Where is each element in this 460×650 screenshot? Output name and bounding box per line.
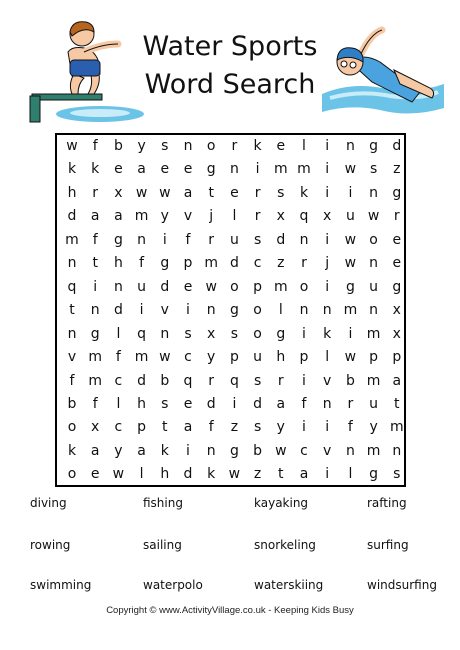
grid-letter: l bbox=[302, 138, 306, 154]
grid-letter: n bbox=[345, 138, 355, 154]
grid-row bbox=[57, 346, 404, 370]
grid-letter: j bbox=[209, 208, 214, 225]
grid-letter: u bbox=[369, 278, 379, 295]
word-item: swimming bbox=[30, 578, 92, 592]
copyright-footer: Copyright © www.ActivityVillage.co.uk - Keeping Kids Busy bbox=[106, 605, 354, 616]
grid-row bbox=[57, 416, 404, 440]
grid-letter: a bbox=[90, 208, 100, 225]
word-item: surfing bbox=[367, 538, 409, 552]
grid-letter: m bbox=[88, 349, 102, 366]
grid-letter: g bbox=[369, 466, 379, 483]
grid-letter: g bbox=[229, 302, 239, 319]
grid-letter: i bbox=[255, 161, 260, 178]
grid-letter: n bbox=[299, 231, 309, 248]
grid-letter: s bbox=[277, 184, 285, 201]
grid-letter: o bbox=[369, 231, 378, 248]
word-item: waterskiing bbox=[254, 578, 324, 592]
grid-letter: k bbox=[299, 184, 309, 201]
grid-letter: u bbox=[253, 349, 263, 366]
grid-letter: z bbox=[253, 466, 262, 483]
grid-letter: d bbox=[137, 372, 147, 389]
grid-letter: c bbox=[184, 349, 192, 366]
grid-letter: i bbox=[93, 278, 98, 295]
grid-letter: l bbox=[116, 395, 121, 412]
grid-letter: e bbox=[183, 278, 193, 295]
grid-letter: w bbox=[159, 349, 171, 366]
grid-letter: n bbox=[160, 325, 170, 342]
grid-letter: f bbox=[92, 138, 98, 154]
grid-letter: s bbox=[230, 325, 239, 342]
word-item: waterpolo bbox=[143, 578, 203, 592]
grid-letter: k bbox=[323, 325, 332, 342]
title-line-1: Water Sports bbox=[142, 31, 318, 62]
grid-letter: n bbox=[345, 442, 355, 459]
grid-letter: s bbox=[253, 419, 262, 436]
grid-letter: y bbox=[137, 138, 146, 154]
grid-letter: n bbox=[113, 278, 123, 295]
grid-letter: g bbox=[206, 161, 216, 178]
grid-letter: w bbox=[344, 161, 357, 178]
grid-letter: i bbox=[186, 302, 190, 319]
grid-letter: y bbox=[114, 442, 123, 459]
grid-letter: s bbox=[253, 231, 262, 248]
grid-letter: l bbox=[232, 208, 237, 225]
grid-letter: z bbox=[393, 161, 401, 178]
grid-letter: w bbox=[159, 184, 171, 201]
grid-letter: g bbox=[90, 325, 100, 342]
grid-letter: n bbox=[90, 302, 100, 319]
grid-row bbox=[57, 463, 404, 487]
grid-letter: g bbox=[113, 231, 123, 248]
grid-letter: e bbox=[392, 231, 402, 248]
grid-letter: f bbox=[115, 349, 121, 366]
grid-letter: i bbox=[348, 184, 353, 201]
grid-letter: g bbox=[276, 325, 286, 342]
grid-letter: e bbox=[160, 161, 170, 178]
grid-letter: a bbox=[183, 419, 193, 436]
grid-letter: e bbox=[276, 138, 286, 154]
grid-letter: v bbox=[323, 372, 332, 389]
grid-letter: f bbox=[92, 231, 98, 248]
grid-letter: n bbox=[322, 395, 332, 412]
grid-letter: l bbox=[325, 349, 330, 366]
grid-letter: n bbox=[206, 302, 216, 319]
grid-letter: t bbox=[92, 255, 98, 272]
grid-letter: e bbox=[183, 395, 193, 412]
grid-letter: w bbox=[66, 138, 78, 154]
word-item: rafting bbox=[367, 496, 407, 510]
grid-letter: g bbox=[392, 184, 402, 201]
grid-letter: m bbox=[65, 231, 79, 248]
grid-letter: t bbox=[69, 302, 75, 319]
grid-letter: a bbox=[137, 161, 146, 178]
grid-letter: m bbox=[343, 302, 358, 319]
grid-letter: k bbox=[207, 466, 216, 483]
grid-letter: d bbox=[253, 395, 263, 412]
grid-letter: w bbox=[344, 231, 357, 248]
grid-letter: n bbox=[369, 302, 379, 319]
grid-letter: d bbox=[113, 302, 123, 319]
grid-letter: g bbox=[160, 255, 170, 272]
grid-letter: g bbox=[392, 278, 402, 295]
grid-letter: i bbox=[325, 278, 330, 295]
grid-letter: c bbox=[300, 442, 308, 459]
grid-letter: w bbox=[367, 208, 380, 225]
grid-letter: f bbox=[185, 231, 191, 248]
grid-letter: a bbox=[392, 372, 402, 389]
grid-letter: u bbox=[229, 231, 239, 248]
grid-letter: o bbox=[67, 466, 77, 483]
grid-letter: c bbox=[114, 419, 123, 436]
grid-letter: i bbox=[325, 231, 330, 248]
grid-letter: a bbox=[137, 442, 146, 459]
grid-letter: z bbox=[230, 419, 239, 436]
grid-letter: n bbox=[369, 184, 379, 201]
grid-letter: f bbox=[301, 395, 307, 412]
grid-letter: s bbox=[161, 395, 169, 412]
grid-letter: z bbox=[277, 255, 285, 272]
grid-letter: r bbox=[231, 138, 238, 154]
grid-letter: a bbox=[299, 466, 309, 483]
grid-letter: w bbox=[344, 349, 357, 366]
grid-letter: m bbox=[366, 325, 381, 342]
grid-letter: t bbox=[208, 184, 214, 201]
grid-row bbox=[57, 440, 404, 464]
grid-letter: s bbox=[161, 138, 169, 154]
grid-letter: n bbox=[299, 302, 309, 319]
grid-letter: i bbox=[162, 231, 167, 248]
grid-row bbox=[57, 370, 404, 394]
grid-letter: f bbox=[208, 419, 214, 436]
grid-letter: b bbox=[113, 138, 123, 154]
grid-letter: k bbox=[160, 442, 169, 459]
grid-letter: m bbox=[273, 161, 288, 178]
grid-letter: i bbox=[325, 161, 330, 178]
grid-letter: r bbox=[208, 231, 215, 248]
grid-row bbox=[57, 252, 404, 276]
grid-row bbox=[57, 229, 404, 253]
grid-letter: o bbox=[253, 302, 262, 319]
grid-letter: u bbox=[137, 278, 147, 295]
grid-letter: h bbox=[113, 255, 123, 272]
grid-letter: i bbox=[325, 184, 330, 201]
grid-letter: t bbox=[394, 395, 400, 412]
grid-letter: c bbox=[114, 372, 123, 389]
grid-letter: e bbox=[230, 184, 239, 201]
grid-letter: d bbox=[160, 278, 170, 295]
word-item: sailing bbox=[143, 538, 182, 552]
grid-letter: o bbox=[230, 278, 239, 295]
grid-letter: e bbox=[114, 161, 123, 178]
grid-letter: f bbox=[69, 372, 75, 389]
grid-letter: r bbox=[208, 372, 215, 389]
grid-letter: w bbox=[112, 466, 125, 483]
grid-letter: l bbox=[116, 325, 121, 342]
grid-letter: k bbox=[91, 161, 100, 178]
grid-letter: y bbox=[369, 419, 378, 436]
grid-letter: k bbox=[67, 442, 77, 459]
grid-letter: m bbox=[366, 442, 381, 459]
grid-letter: i bbox=[302, 325, 306, 342]
grid-letter: p bbox=[392, 349, 402, 366]
grid-row bbox=[57, 393, 404, 417]
grid-letter: l bbox=[348, 466, 353, 483]
grid-letter: h bbox=[67, 184, 77, 201]
grid-row bbox=[57, 323, 404, 347]
grid-letter: d bbox=[229, 255, 239, 272]
grid-letter: p bbox=[299, 349, 309, 366]
grid-letter: p bbox=[229, 349, 239, 366]
word-item: kayaking bbox=[254, 496, 309, 510]
swimmer-illustration bbox=[320, 22, 446, 122]
grid-letter: m bbox=[297, 161, 311, 178]
grid-letter: a bbox=[183, 184, 193, 201]
grid-letter: i bbox=[302, 372, 306, 389]
grid-letter: w bbox=[275, 442, 287, 459]
grid-letter: u bbox=[345, 208, 355, 225]
grid-letter: q bbox=[299, 208, 309, 225]
grid-letter: d bbox=[206, 395, 216, 412]
grid-row bbox=[57, 276, 404, 300]
grid-letter: b bbox=[160, 372, 170, 389]
grid-letter: w bbox=[135, 184, 148, 201]
grid-letter: d bbox=[183, 466, 193, 483]
grid-letter: u bbox=[369, 395, 379, 412]
grid-letter: m bbox=[389, 419, 404, 436]
grid-letter: a bbox=[90, 442, 100, 459]
grid-letter: q bbox=[229, 372, 239, 389]
grid-letter: w bbox=[205, 278, 217, 295]
grid-letter: a bbox=[114, 208, 123, 225]
grid-letter: g bbox=[345, 278, 355, 295]
grid-letter: i bbox=[302, 419, 306, 436]
grid-letter: x bbox=[114, 184, 123, 201]
word-item: fishing bbox=[143, 496, 183, 510]
grid-letter: o bbox=[253, 325, 262, 342]
grid-letter: f bbox=[92, 395, 98, 412]
grid-letter: m bbox=[134, 349, 149, 366]
grid-letter: r bbox=[92, 184, 99, 201]
word-item: snorkeling bbox=[254, 538, 316, 552]
grid-letter: s bbox=[253, 372, 262, 389]
grid-letter: o bbox=[206, 138, 216, 154]
grid-row bbox=[57, 299, 404, 323]
grid-letter: a bbox=[276, 395, 286, 412]
grid-letter: t bbox=[278, 466, 284, 483]
grid-letter: i bbox=[325, 466, 330, 483]
grid-letter: i bbox=[186, 442, 190, 459]
grid-letter: t bbox=[162, 419, 168, 436]
grid-letter: d bbox=[67, 208, 77, 225]
grid-letter: s bbox=[184, 325, 192, 342]
grid-letter: k bbox=[67, 161, 77, 178]
grid-letter: x bbox=[207, 325, 216, 342]
grid-letter: p bbox=[183, 255, 193, 272]
grid-letter: i bbox=[139, 302, 144, 319]
grid-letter: w bbox=[344, 255, 357, 272]
grid-letter: e bbox=[392, 255, 402, 272]
grid-letter: r bbox=[254, 208, 261, 225]
grid-letter: r bbox=[254, 184, 261, 201]
word-item: windsurfing bbox=[367, 578, 437, 592]
grid-letter: m bbox=[273, 278, 288, 295]
grid-letter: f bbox=[347, 419, 353, 436]
grid-letter: s bbox=[393, 466, 401, 483]
grid-letter: n bbox=[137, 231, 147, 248]
grid-letter: i bbox=[325, 419, 330, 436]
grid-letter: m bbox=[134, 208, 149, 225]
grid-letter: g bbox=[369, 138, 379, 154]
grid-letter: n bbox=[67, 255, 77, 272]
grid-letter: n bbox=[229, 161, 239, 178]
grid-letter: b bbox=[67, 395, 77, 412]
grid-letter: e bbox=[90, 466, 100, 483]
grid-letter: d bbox=[276, 231, 286, 248]
grid-letter: k bbox=[253, 138, 262, 154]
grid-letter: x bbox=[276, 208, 285, 225]
page-title bbox=[130, 28, 330, 104]
title-line-2: Word Search bbox=[144, 69, 316, 100]
grid-letter: n bbox=[369, 255, 379, 272]
grid-letter: j bbox=[325, 255, 330, 272]
grid-letter: l bbox=[278, 302, 283, 319]
grid-letter: p bbox=[137, 419, 147, 436]
word-item: diving bbox=[30, 496, 67, 510]
grid-letter: c bbox=[253, 255, 262, 272]
word-search-grid bbox=[55, 133, 406, 487]
grid-letter: y bbox=[276, 419, 285, 436]
grid-row bbox=[57, 205, 404, 229]
grid-letter: i bbox=[232, 395, 237, 412]
grid-row bbox=[57, 182, 404, 206]
grid-letter: y bbox=[207, 349, 216, 366]
grid-letter: x bbox=[392, 325, 401, 342]
grid-letter: n bbox=[392, 442, 402, 459]
grid-letter: i bbox=[348, 325, 353, 342]
grid-letter: i bbox=[325, 138, 330, 154]
grid-letter: v bbox=[160, 302, 169, 319]
grid-letter: q bbox=[183, 372, 193, 389]
grid-letter: b bbox=[345, 372, 355, 389]
grid-letter: g bbox=[229, 442, 239, 459]
grid-letter: w bbox=[228, 466, 241, 483]
grid-letter: x bbox=[323, 208, 332, 225]
grid-letter: s bbox=[369, 161, 378, 178]
grid-letter: r bbox=[393, 208, 400, 225]
grid-letter: v bbox=[323, 442, 332, 459]
grid-letter: e bbox=[183, 161, 193, 178]
grid-letter: v bbox=[183, 208, 193, 225]
grid-letter: q bbox=[137, 325, 147, 342]
grid-row bbox=[57, 135, 404, 159]
grid-letter: m bbox=[366, 372, 381, 389]
word-item: rowing bbox=[30, 538, 71, 552]
grid-letter: l bbox=[139, 466, 144, 483]
grid-letter: o bbox=[67, 419, 77, 436]
grid-letter: m bbox=[204, 255, 218, 272]
grid-letter: b bbox=[253, 442, 263, 459]
grid-letter: x bbox=[91, 419, 100, 436]
grid-letter: n bbox=[183, 138, 193, 154]
grid-letter: h bbox=[137, 395, 147, 412]
grid-letter: n bbox=[67, 325, 77, 342]
grid-letter: n bbox=[322, 302, 332, 319]
grid-letter: o bbox=[299, 278, 309, 295]
grid-letter: r bbox=[347, 395, 354, 412]
grid-letter: r bbox=[277, 372, 284, 389]
grid-letter: y bbox=[160, 208, 169, 225]
grid-letter: f bbox=[139, 255, 145, 272]
grid-letter: d bbox=[392, 138, 402, 154]
grid-letter: x bbox=[392, 302, 401, 319]
grid-letter: q bbox=[67, 278, 77, 295]
grid-letter: m bbox=[88, 372, 102, 389]
grid-letter: h bbox=[276, 349, 286, 366]
grid-letter: h bbox=[160, 466, 170, 483]
grid-letter: v bbox=[67, 349, 77, 366]
grid-row bbox=[57, 158, 404, 182]
grid-letter: p bbox=[253, 278, 263, 295]
grid-letter: n bbox=[206, 442, 216, 459]
grid-letter: r bbox=[301, 255, 307, 272]
grid-letter: p bbox=[369, 349, 379, 366]
